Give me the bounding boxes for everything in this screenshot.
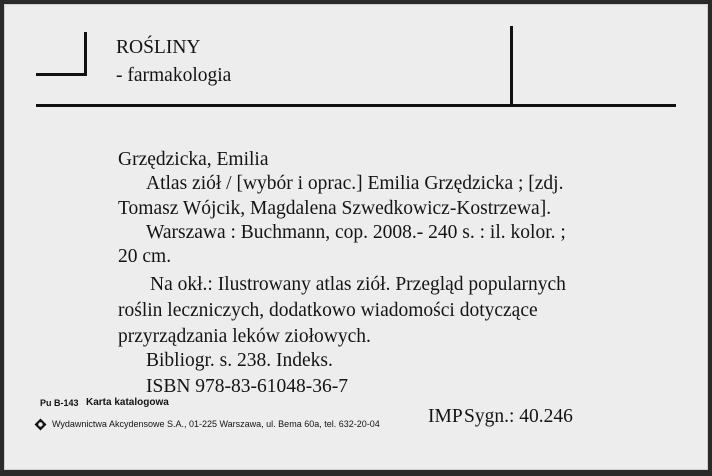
- subject-bracket-vertical: [84, 32, 87, 76]
- imprint-line-2: 20 cm.: [118, 246, 172, 267]
- imprint-line-1: Warszawa : Buchmann, cop. 2008.- 240 s. : il. kolor. ;: [146, 222, 566, 243]
- subject-heading: ROŚLINY: [116, 37, 201, 58]
- bibliography-note: Bibliogr. s. 238. Indeks.: [146, 350, 333, 371]
- note-line-3: przyrządzania leków ziołowych.: [118, 326, 371, 347]
- call-number: Sygn.: 40.246: [464, 406, 573, 427]
- note-line-1: Na okł.: Ilustrowany atlas ziół. Przegląd popularnych: [150, 274, 566, 295]
- printer-logo-icon: [34, 418, 47, 431]
- author-heading: Grzędzicka, Emilia: [118, 149, 269, 170]
- form-name: Karta katalogowa: [86, 397, 169, 408]
- header-separator: [36, 104, 676, 107]
- publisher-imprint: Wydawnictwa Akcydensowe S.A., 01-225 Warszawa, ul. Bema 60a, tel. 632-20-04: [52, 419, 380, 429]
- note-line-2: roślin leczniczych, dodatkowo wiadomości dotyczące: [118, 300, 538, 321]
- imp-mark: IMP: [428, 406, 463, 427]
- form-code: Pu B-143: [40, 398, 79, 408]
- title-statement-line-2: Tomasz Wójcik, Magdalena Szwedkowicz-Kostrzewa].: [118, 198, 552, 219]
- title-statement-line-1: Atlas ziół / [wybór i oprac.] Emilia Grzędzicka ; [zdj.: [146, 173, 564, 194]
- catalog-card: [4, 4, 708, 470]
- subject-bracket-horizontal: [36, 73, 87, 76]
- right-vertical-divider: [510, 26, 513, 106]
- subject-subheading: - farmakologia: [116, 65, 232, 86]
- isbn: ISBN 978-83-61048-36-7: [146, 376, 349, 397]
